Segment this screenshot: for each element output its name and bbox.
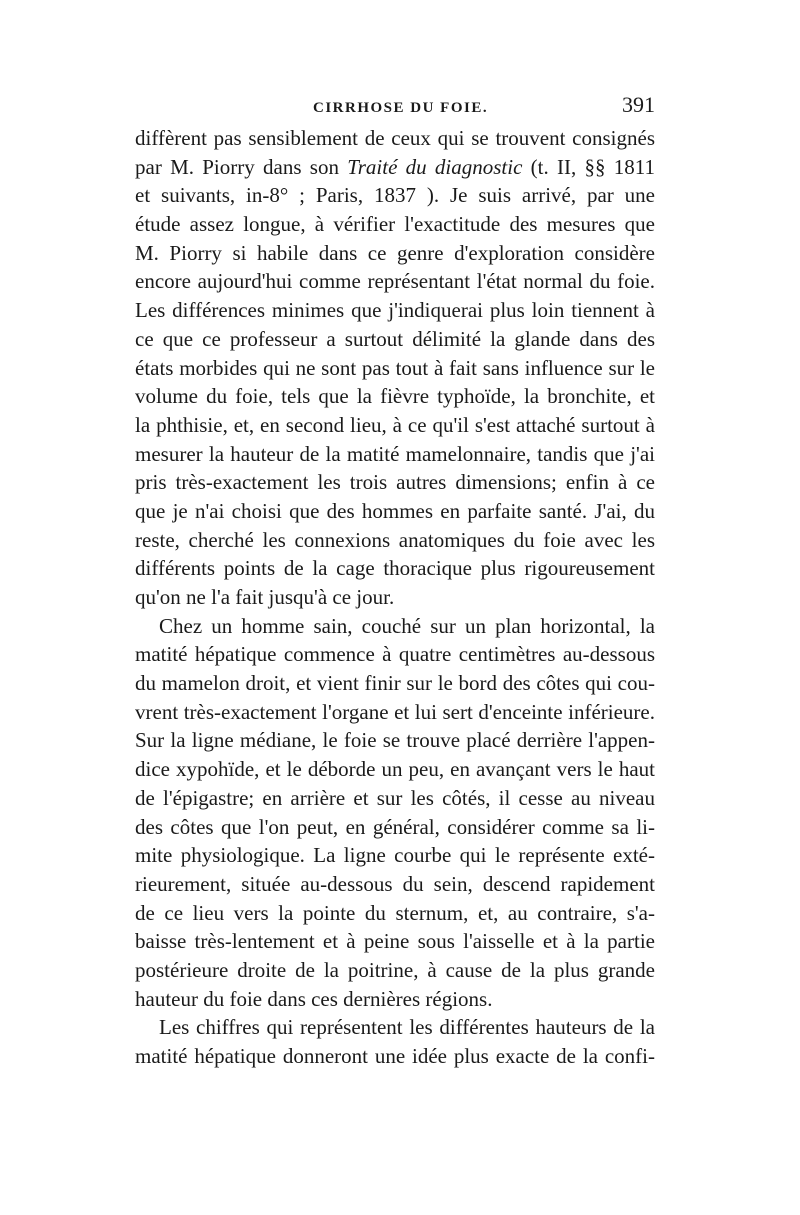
text-line: dice xypohïde, et le déborde un peu, en avançant vers le haut	[135, 757, 655, 782]
paragraph-end-line: qu'on ne l'a fait jusqu'à ce jour.	[135, 585, 395, 609]
text-line: postérieure droite de la poitrine, à cause de la plus grande	[135, 957, 655, 982]
text-line: M. Piorry si habile dans ce genre d'exploration considère	[135, 240, 655, 265]
text-line: des côtes que l'on peut, en général, considérer comme sa li-	[135, 814, 655, 839]
text-line: mite physiologique. La ligne courbe qui le représente exté-	[135, 843, 655, 868]
text-line: que je n'ai choisi que des hommes en parfaite santé. J'ai, du	[135, 498, 655, 523]
text-line: par M. Piorry dans son Traité du diagnostic (t. II, §§ 1811	[135, 154, 655, 179]
text-line: encore aujourd'hui comme représentant l'état normal du foie.	[135, 269, 655, 294]
running-head	[135, 92, 655, 120]
text-line: volume du foie, tels que la fièvre typhoïde, la bronchite, et	[135, 384, 655, 409]
text-line: ce que ce professeur a surtout délimité la glande dans des	[135, 326, 655, 351]
body-text	[135, 124, 655, 1071]
text-line: la phthisie, et, en second lieu, à ce qu'il s'est attaché surtout à	[135, 412, 655, 437]
text-line: matité hépatique commence à quatre centimètres au-dessous	[135, 642, 655, 667]
text-line: diffèrent pas sensiblement de ceux qui se trouvent consignés	[135, 126, 655, 150]
text-line: états morbides qui ne sont pas tout à fait sans influence sur le	[135, 355, 655, 380]
text-line: Sur la ligne médiane, le foie se trouve placé derrière l'appen-	[135, 728, 655, 753]
page-number: 391	[622, 92, 655, 117]
text-line: de ce lieu vers la pointe du sternum, et, au contraire, s'a-	[135, 900, 655, 925]
text-line: mesurer la hauteur de la matité mamelonnaire, tandis que j'ai	[135, 441, 655, 466]
paragraph-start-line: Chez un homme sain, couché sur un plan horizontal, la	[159, 613, 655, 638]
text-line: de l'épigastre; en arrière et sur les côtés, il cesse au niveau	[135, 785, 655, 810]
text-line: pris très-exactement les trois autres dimensions; enfin à ce	[135, 470, 655, 495]
text-line: vrent très-exactement l'organe et lui sert d'enceinte inférieure.	[135, 699, 655, 724]
book-title: Traité du diagnostic	[347, 154, 523, 179]
text-line: différents points de la cage thoracique plus rigoureusement	[135, 556, 655, 581]
text-line: reste, cherché les connexions anatomiques du foie avec les	[135, 527, 655, 552]
text-line: du mamelon droit, et vient finir sur le bord des côtes qui cou-	[135, 671, 655, 696]
text-line: rieurement, située au-dessous du sein, descend rapidement	[135, 871, 655, 896]
text-line: Les différences minimes que j'indiquerai plus loin tiennent à	[135, 298, 655, 323]
text-line: matité hépatique donneront une idée plus exacte de la confi-	[135, 1044, 655, 1068]
text-line: et suivants, in-8° ; Paris, 1837 ). Je suis arrivé, par une	[135, 183, 655, 208]
paragraph-start-line: Les chiffres qui représentent les différentes hauteurs de la	[159, 1015, 655, 1040]
paragraph-end-line: hauteur du foie dans ces dernières régions.	[135, 986, 493, 1011]
text-line: baisse très-lentement et à peine sous l'aisselle et à la partie	[135, 929, 655, 954]
text-line: étude assez longue, à vérifier l'exactitude des mesures que	[135, 212, 655, 237]
running-title: CIRRHOSE DU FOIE.	[313, 100, 489, 116]
